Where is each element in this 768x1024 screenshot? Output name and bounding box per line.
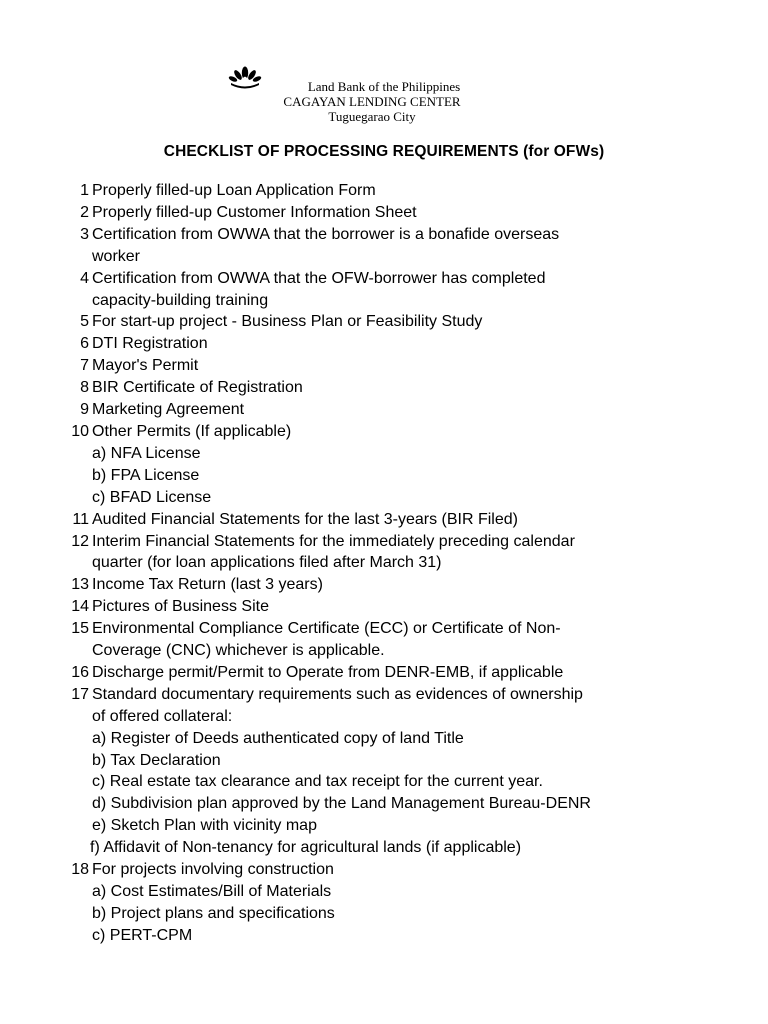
list-item bbox=[60, 684, 740, 706]
sub-item bbox=[60, 771, 740, 793]
sub-item-text: c) BFAD License bbox=[92, 488, 212, 506]
sub-item-text: b) Tax Declaration bbox=[92, 751, 221, 769]
item-text: Environmental Compliance Certificate (ECC) or Certificate of Non- bbox=[92, 620, 561, 638]
bank-name: Land Bank of the Philippines bbox=[307, 79, 461, 94]
list-item bbox=[60, 268, 740, 290]
item-text: worker bbox=[92, 247, 141, 265]
item-text: Income Tax Return (last 3 years) bbox=[92, 576, 323, 594]
item-text: Coverage (CNC) whichever is applicable. bbox=[92, 642, 385, 660]
list-item bbox=[60, 224, 740, 246]
item-number: 13 bbox=[71, 576, 89, 594]
item-number: 6 bbox=[80, 335, 89, 353]
item-number: 16 bbox=[71, 663, 89, 681]
sub-item bbox=[60, 837, 740, 859]
item-number: 10 bbox=[71, 422, 89, 440]
item-text: Audited Financial Statements for the last 3-years (BIR Filed) bbox=[92, 510, 518, 528]
item-text: Pictures of Business Site bbox=[92, 598, 269, 616]
item-number: 17 bbox=[71, 685, 89, 703]
sub-item bbox=[60, 925, 740, 947]
sub-item-text: a) NFA License bbox=[92, 444, 201, 462]
sub-item bbox=[60, 728, 740, 750]
item-number: 1 bbox=[80, 182, 89, 199]
item-text: Discharge permit/Permit to Operate from DENR-EMB, if applicable bbox=[92, 663, 564, 681]
letterhead-text bbox=[228, 79, 516, 124]
list-item-continuation bbox=[60, 552, 740, 574]
sub-item-text: b) Project plans and specifications bbox=[92, 904, 335, 922]
lending-center: CAGAYAN LENDING CENTER bbox=[283, 94, 461, 109]
sub-item bbox=[60, 881, 740, 903]
list-item bbox=[60, 859, 740, 881]
item-text: Certification from OWWA that the borrower is a bonafide overseas bbox=[92, 225, 560, 243]
list-item bbox=[60, 574, 740, 596]
list-item-continuation bbox=[60, 290, 740, 312]
sub-item bbox=[60, 815, 740, 837]
list-item bbox=[60, 421, 740, 443]
item-number: 7 bbox=[80, 357, 89, 375]
item-number: 2 bbox=[80, 203, 89, 221]
item-text: capacity-building training bbox=[92, 291, 269, 309]
list-item bbox=[60, 311, 740, 333]
sub-item-text: d) Subdivision plan approved by the Land Management Bureau-DENR bbox=[92, 795, 591, 813]
item-text: Mayor's Permit bbox=[92, 357, 199, 375]
list-item-continuation bbox=[60, 246, 740, 268]
sub-item-text: f) Affidavit of Non-tenancy for agricultural lands (if applicable) bbox=[90, 839, 522, 857]
item-text: Properly filled-up Loan Application Form bbox=[92, 182, 376, 199]
document-title: CHECKLIST OF PROCESSING REQUIREMENTS (for OFWs) bbox=[163, 143, 605, 160]
list-item bbox=[60, 618, 740, 640]
item-text: For start-up project - Business Plan or Feasibility Study bbox=[92, 313, 483, 331]
sub-item bbox=[60, 487, 740, 509]
item-text: Other Permits (If applicable) bbox=[92, 422, 292, 440]
item-text: quarter (for loan applications filed after March 31) bbox=[92, 554, 442, 572]
sub-item-text: a) Register of Deeds authenticated copy of land Title bbox=[92, 729, 464, 747]
list-item bbox=[60, 662, 740, 684]
item-text: Standard documentary requirements such as evidences of ownership bbox=[92, 685, 583, 703]
item-text: Certification from OWWA that the OFW-borrower has completed bbox=[92, 269, 546, 287]
city: Tuguegarao City bbox=[328, 109, 416, 124]
item-number: 11 bbox=[72, 510, 89, 528]
list-item-continuation bbox=[60, 640, 740, 662]
item-text: DTI Registration bbox=[92, 335, 208, 353]
list-item bbox=[60, 202, 740, 224]
item-number: 3 bbox=[80, 225, 89, 243]
item-number: 18 bbox=[71, 861, 89, 879]
list-item bbox=[60, 333, 740, 355]
item-number: 12 bbox=[71, 532, 89, 550]
item-text: For projects involving construction bbox=[92, 861, 334, 879]
list-item bbox=[60, 399, 740, 421]
item-number: 5 bbox=[80, 313, 89, 331]
sub-item-text: c) Real estate tax clearance and tax receipt for the current year. bbox=[92, 773, 543, 791]
sub-item-text: e) Sketch Plan with vicinity map bbox=[92, 817, 317, 835]
item-number: 9 bbox=[80, 401, 89, 419]
item-number: 14 bbox=[71, 598, 89, 616]
list-item bbox=[60, 355, 740, 377]
item-text: BIR Certificate of Registration bbox=[92, 379, 303, 397]
item-text: Marketing Agreement bbox=[92, 401, 245, 419]
list-item bbox=[60, 596, 740, 618]
list-item bbox=[60, 509, 740, 531]
sub-item bbox=[60, 750, 740, 772]
list-item bbox=[60, 531, 740, 553]
sub-item bbox=[60, 465, 740, 487]
list-item-continuation bbox=[60, 706, 740, 728]
sub-item bbox=[60, 793, 740, 815]
list-item bbox=[60, 180, 740, 202]
sub-item-text: c) PERT-CPM bbox=[92, 926, 193, 944]
item-number: 8 bbox=[80, 379, 89, 397]
item-number: 15 bbox=[71, 620, 89, 638]
item-text: of offered collateral: bbox=[92, 707, 233, 725]
sub-item-text: b) FPA License bbox=[92, 466, 200, 484]
sub-item bbox=[60, 903, 740, 925]
sub-item bbox=[60, 443, 740, 465]
item-text: Properly filled-up Customer Information Sheet bbox=[92, 203, 417, 221]
requirements-checklist bbox=[60, 180, 740, 947]
sub-item-text: a) Cost Estimates/Bill of Materials bbox=[92, 883, 332, 900]
item-text: Interim Financial Statements for the immediately preceding calendar bbox=[92, 532, 575, 550]
list-item bbox=[60, 377, 740, 399]
item-number: 4 bbox=[80, 269, 89, 287]
